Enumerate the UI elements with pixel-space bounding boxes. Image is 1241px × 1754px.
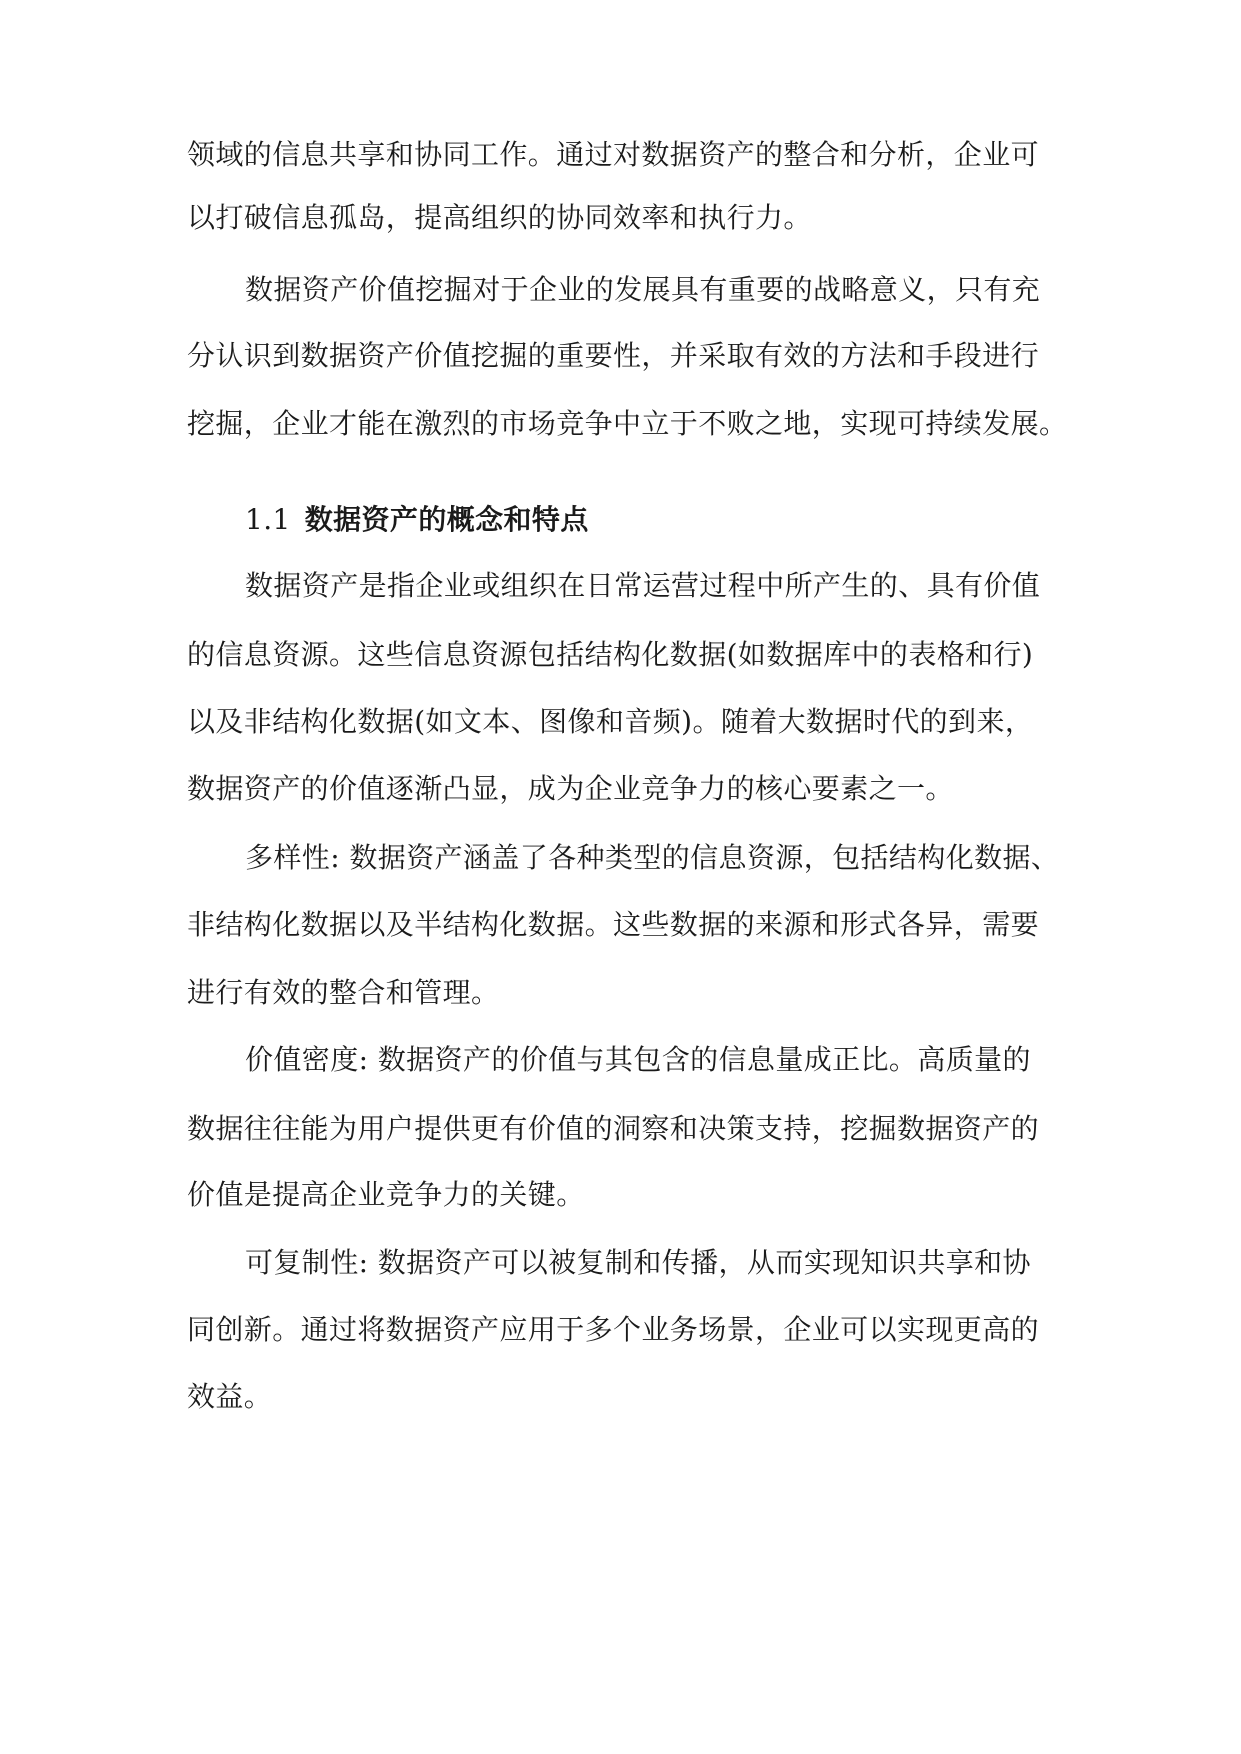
paragraph-3-line-4: 数据资产的价值逐渐凸显，成为企业竞争力的核心要素之一。 — [187, 772, 954, 805]
section-number: 1.1 — [245, 503, 291, 536]
paragraph-3-line-1: 数据资产是指企业或组织在日常运营过程中所产生的、具有价值 — [245, 569, 1041, 602]
paragraph-6-line-2: 同创新。通过将数据资产应用于多个业务场景，企业可以实现更高的 — [187, 1313, 1040, 1346]
paragraph-3-line-2: 的信息资源。这些信息资源包括结构化数据(如数据库中的表格和行) — [187, 638, 1034, 671]
paragraph-1-line-2: 以打破信息孤岛，提高组织的协同效率和执行力。 — [187, 201, 812, 234]
paragraph-5-line-2: 数据往往能为用户提供更有价值的洞察和决策支持，挖掘数据资产的 — [187, 1112, 1040, 1145]
paragraph-6-line-1: 可复制性: 数据资产可以被复制和传播，从而实现知识共享和协 — [245, 1246, 1031, 1279]
paragraph-5-line-3: 价值是提高企业竞争力的关键。 — [187, 1178, 585, 1211]
paragraph-4-line-2: 非结构化数据以及半结构化数据。这些数据的来源和形式各异，需要 — [187, 908, 1040, 941]
paragraph-6-line-3: 效益。 — [187, 1380, 273, 1413]
paragraph-1-line-1: 领域的信息共享和协同工作。通过对数据资产的整合和分析，企业可 — [187, 138, 1040, 171]
paragraph-2-line-3: 挖掘，企业才能在激烈的市场竞争中立于不败之地，实现可持续发展。 — [187, 407, 1068, 440]
paragraph-2-line-2: 分认识到数据资产价值挖掘的重要性，并采取有效的方法和手段进行 — [187, 339, 1040, 372]
paragraph-3-line-3: 以及非结构化数据(如文本、图像和音频)。随着大数据时代的到来， — [187, 705, 1034, 738]
section-heading — [245, 500, 589, 540]
section-title: 数据资产的概念和特点 — [304, 503, 589, 536]
paragraph-4-line-3: 进行有效的整合和管理。 — [187, 976, 500, 1009]
paragraph-5-line-1: 价值密度: 数据资产的价值与其包含的信息量成正比。高质量的 — [245, 1043, 1031, 1076]
paragraph-2-line-1: 数据资产价值挖掘对于企业的发展具有重要的战略意义，只有充 — [245, 273, 1041, 306]
paragraph-4-line-1: 多样性: 数据资产涵盖了各种类型的信息资源，包括结构化数据、 — [245, 841, 1060, 874]
